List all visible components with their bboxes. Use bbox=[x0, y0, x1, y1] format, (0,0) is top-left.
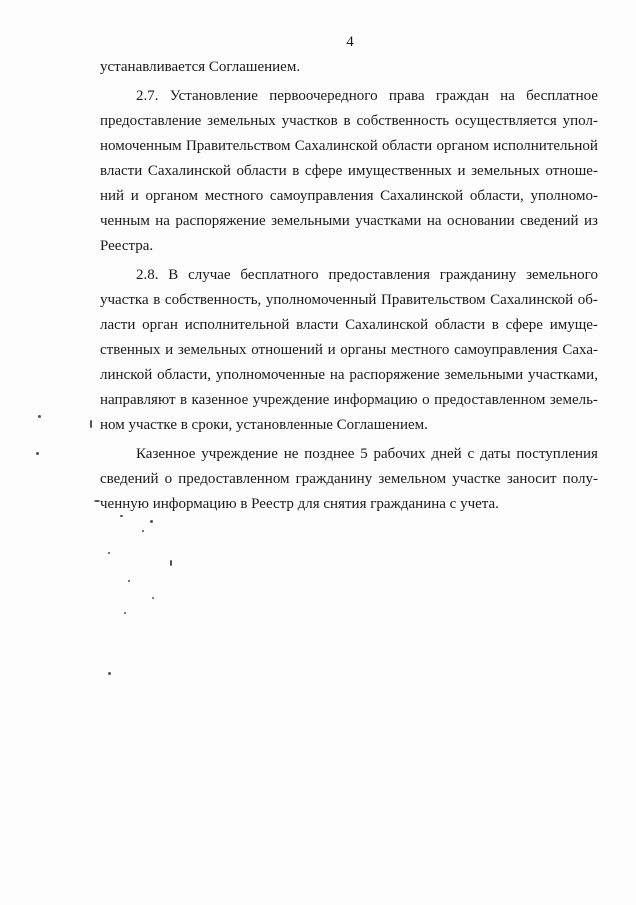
word: области bbox=[236, 163, 287, 179]
word: случае bbox=[188, 267, 231, 283]
text-line bbox=[100, 263, 598, 288]
word: учреждение bbox=[252, 392, 330, 408]
word: ченным bbox=[100, 213, 150, 229]
word: участка bbox=[100, 292, 149, 308]
word: области bbox=[434, 317, 486, 333]
word: области bbox=[382, 138, 433, 154]
word: земельных bbox=[177, 342, 247, 358]
word: отноше- bbox=[545, 163, 598, 179]
text-line bbox=[100, 209, 598, 234]
text-line bbox=[100, 388, 598, 413]
text-line bbox=[100, 109, 598, 134]
word: предоставления bbox=[328, 267, 430, 283]
text-line bbox=[100, 134, 598, 159]
word: сфере bbox=[505, 317, 543, 333]
word: участками bbox=[355, 213, 422, 229]
word: бесплатного bbox=[240, 267, 319, 283]
word: имущественных bbox=[347, 163, 452, 179]
text-line bbox=[100, 184, 598, 209]
scan-speck bbox=[170, 560, 172, 566]
word: ласти bbox=[100, 317, 136, 333]
word: Сахалинской bbox=[294, 138, 378, 154]
word: на bbox=[155, 213, 170, 229]
scan-speck bbox=[38, 415, 41, 418]
word: участков bbox=[281, 113, 338, 129]
word: земельном bbox=[378, 471, 447, 487]
word: имуще- bbox=[549, 317, 598, 333]
word: Сахалинской bbox=[490, 292, 574, 308]
word: поступления bbox=[516, 446, 598, 462]
word: 2.7. bbox=[136, 88, 159, 104]
word: земельными bbox=[444, 367, 524, 383]
word: в bbox=[491, 317, 499, 333]
word: Правительством bbox=[381, 292, 486, 308]
word: земельного bbox=[526, 267, 598, 283]
word: 2.8. bbox=[136, 267, 159, 283]
word: Правительством bbox=[185, 138, 291, 154]
word: из bbox=[584, 213, 598, 229]
scan-speck bbox=[124, 612, 126, 614]
word: отношений bbox=[251, 342, 323, 358]
word: участке bbox=[452, 471, 501, 487]
word: не bbox=[283, 446, 299, 462]
word: в bbox=[343, 113, 351, 129]
word: бесплатное bbox=[526, 88, 598, 104]
word: земельными bbox=[271, 213, 350, 229]
word: В bbox=[168, 267, 179, 283]
word: предоставленном bbox=[178, 471, 290, 487]
word: рабочих bbox=[373, 446, 426, 462]
scan-speck bbox=[94, 500, 100, 502]
word: с bbox=[467, 446, 475, 462]
word: Саха- bbox=[562, 342, 598, 358]
word: казенное bbox=[191, 392, 249, 408]
word: Сахалинской bbox=[380, 188, 464, 204]
word: местного bbox=[390, 342, 450, 358]
word: дней bbox=[431, 446, 462, 462]
page-number: 4 bbox=[346, 34, 354, 50]
word: на bbox=[500, 88, 515, 104]
word: учреждение bbox=[201, 446, 278, 462]
paragraph-2-7 bbox=[100, 84, 598, 259]
text-line bbox=[100, 442, 598, 467]
scan-speck bbox=[108, 552, 110, 554]
word: власти bbox=[296, 317, 339, 333]
word: и bbox=[130, 188, 139, 204]
scan-speck bbox=[128, 580, 130, 582]
word: исполнительной bbox=[493, 138, 598, 154]
word: ственных bbox=[100, 342, 161, 358]
word: первоочередного bbox=[269, 88, 378, 104]
word: основании bbox=[446, 213, 515, 229]
text-line: Реестра. bbox=[100, 238, 154, 254]
text-line bbox=[100, 313, 598, 338]
text-line bbox=[100, 159, 598, 184]
word: распоряжение bbox=[349, 367, 440, 383]
word: Установление bbox=[169, 88, 258, 104]
text-line bbox=[100, 363, 598, 388]
scan-speck bbox=[36, 452, 39, 455]
word: собственность bbox=[356, 113, 450, 129]
word: на bbox=[329, 367, 345, 383]
word: направляют bbox=[100, 392, 176, 408]
word: самоуправления bbox=[454, 342, 558, 358]
word: местного bbox=[204, 188, 264, 204]
word: органом bbox=[145, 188, 199, 204]
word: органы bbox=[340, 342, 387, 358]
word: Казенное bbox=[136, 446, 196, 462]
word: власти bbox=[100, 163, 143, 179]
word: гражданину bbox=[439, 267, 517, 283]
word: предоставленном bbox=[434, 392, 546, 408]
word: и bbox=[165, 342, 174, 358]
word: земельных bbox=[207, 113, 276, 129]
word: линской bbox=[100, 367, 153, 383]
scan-speck bbox=[108, 672, 111, 675]
scan-speck bbox=[152, 597, 154, 599]
word: земель- bbox=[549, 392, 598, 408]
word: Сахалинской bbox=[147, 163, 231, 179]
text-line bbox=[100, 288, 598, 313]
word: органом bbox=[436, 138, 490, 154]
word: исполнительной bbox=[184, 317, 290, 333]
word: участками, bbox=[528, 367, 598, 383]
text-line bbox=[100, 338, 598, 363]
text-line: ном участке в сроки, установленные Соглашением. bbox=[100, 417, 428, 433]
paragraph-continuation bbox=[100, 55, 598, 80]
paragraph-2-8 bbox=[100, 263, 598, 438]
word: области, bbox=[157, 367, 212, 383]
word: уполномоченные bbox=[215, 367, 326, 383]
word: сфере bbox=[304, 163, 343, 179]
word: информацию bbox=[333, 392, 418, 408]
word: самоуправления bbox=[269, 188, 374, 204]
word: ний bbox=[100, 188, 125, 204]
word: орган bbox=[142, 317, 178, 333]
word: уполномо- bbox=[530, 188, 598, 204]
word: в bbox=[179, 392, 188, 408]
word: об- bbox=[577, 292, 598, 308]
scan-speck bbox=[120, 515, 123, 517]
word: и bbox=[457, 163, 466, 179]
word: права bbox=[388, 88, 425, 104]
word: упол- bbox=[562, 113, 598, 129]
word: позднее bbox=[304, 446, 355, 462]
text-line: устанавливается Соглашением. bbox=[100, 59, 301, 75]
word: собственность, bbox=[164, 292, 262, 308]
word: о bbox=[422, 392, 430, 408]
text-line: ченную информацию в Реестр для снятия гражданина с учета. bbox=[100, 496, 499, 512]
text-line bbox=[100, 467, 598, 492]
word: гражданину bbox=[295, 471, 373, 487]
word: граждан bbox=[435, 88, 489, 104]
word: предоставление bbox=[100, 113, 202, 129]
document-body bbox=[100, 55, 598, 521]
word: уполномоченный bbox=[265, 292, 377, 308]
word: номоченным bbox=[100, 138, 182, 154]
word: полу- bbox=[562, 471, 598, 487]
word: даты bbox=[480, 446, 511, 462]
text-line bbox=[100, 84, 598, 109]
word: области, bbox=[469, 188, 524, 204]
scan-speck bbox=[142, 530, 144, 532]
word: Сахалинской bbox=[345, 317, 429, 333]
word: распоряжение bbox=[175, 213, 266, 229]
word: заносит bbox=[506, 471, 557, 487]
scan-speck bbox=[150, 520, 153, 523]
word: сведений bbox=[520, 213, 579, 229]
scan-speck bbox=[90, 420, 92, 428]
word: в bbox=[153, 292, 161, 308]
word: сведений bbox=[100, 471, 159, 487]
word: осуществляется bbox=[454, 113, 557, 129]
word: о bbox=[164, 471, 173, 487]
word: и bbox=[327, 342, 336, 358]
word: 5 bbox=[360, 446, 368, 462]
paragraph-registry-update bbox=[100, 442, 598, 517]
word: земельных bbox=[471, 163, 540, 179]
word: в bbox=[292, 163, 300, 179]
word: на bbox=[426, 213, 442, 229]
